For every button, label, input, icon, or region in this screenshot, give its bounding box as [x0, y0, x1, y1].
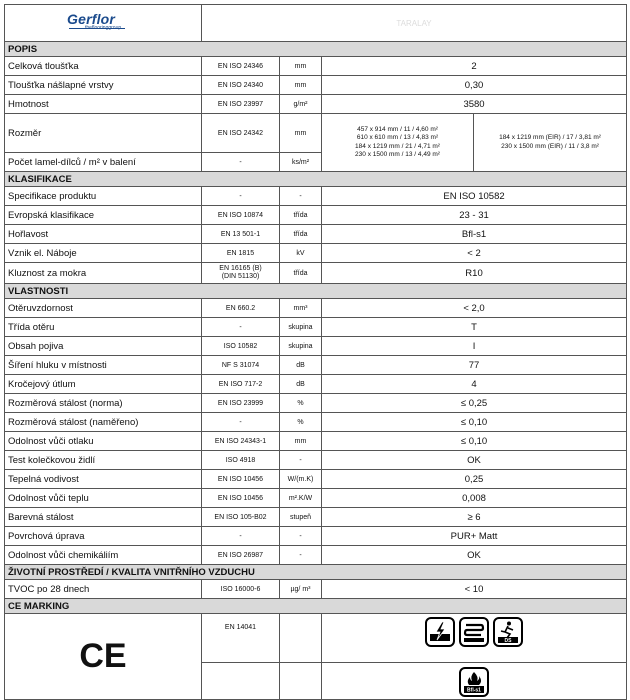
row-unit: dB	[280, 356, 322, 375]
row-value: < 10	[322, 580, 627, 599]
row-value: OK	[322, 451, 627, 470]
row-value: 2	[322, 57, 627, 76]
row-value: < 2,0	[322, 299, 627, 318]
row-unit: mm	[280, 432, 322, 451]
row-unit: stupeň	[280, 508, 322, 527]
table-row	[5, 508, 627, 527]
row-value: OK	[322, 546, 627, 565]
row-standard: EN ISO 10456	[202, 489, 280, 508]
table-row	[5, 244, 627, 263]
datasheet	[4, 4, 626, 700]
table-row	[5, 299, 627, 318]
table-row	[5, 225, 627, 244]
slip-resistance-ds-icon	[493, 617, 523, 647]
row-standard: ISO 4918	[202, 451, 280, 470]
vlastnosti-rows	[5, 299, 627, 565]
row-label: Barevná stálost	[5, 508, 202, 527]
row-standard: EN 16165 (B) (DIN 51130)	[202, 263, 280, 284]
ce-empty-1	[202, 663, 280, 700]
ce-standard: EN 14041	[202, 614, 280, 663]
table-row	[5, 95, 627, 114]
row-label: Kročejový útlum	[5, 375, 202, 394]
row-standard: EN 13 501-1	[202, 225, 280, 244]
row-label: Hořlavost	[5, 225, 202, 244]
row-standard: EN ISO 24343-1	[202, 432, 280, 451]
row-unit: třída	[280, 225, 322, 244]
row-standard: EN ISO 26987	[202, 546, 280, 565]
row-unit: µg/ m³	[280, 580, 322, 599]
klasifikace-rows	[5, 187, 627, 263]
thermal-conductivity-icon	[459, 617, 489, 647]
row-label: Rozměrová stálost (norma)	[5, 394, 202, 413]
row-value: 4	[322, 375, 627, 394]
row-unit: dB	[280, 375, 322, 394]
row-value: < 2	[322, 244, 627, 263]
tvoc-row	[5, 580, 627, 599]
row-value: T	[322, 318, 627, 337]
section-ce: CE MARKING	[5, 599, 627, 614]
row-value: 77	[322, 356, 627, 375]
row-label: Obsah pojiva	[5, 337, 202, 356]
row-unit: mm	[280, 57, 322, 76]
row-label: Rozměrová stálost (naměřeno)	[5, 413, 202, 432]
row-label: Test kolečkovou židlí	[5, 451, 202, 470]
row-unit: třída	[280, 206, 322, 225]
row-value: 0,008	[322, 489, 627, 508]
table-row	[5, 76, 627, 95]
dimensions-left: 457 x 914 mm / 11 / 4,60 m² 610 x 610 mm / 13 / 4,83 m² 184 x 1219 mm / 21 / 4,71 m² 230 x 1500 mm / 13 / 4,49 m²	[322, 114, 474, 172]
row-standard: EN 660.2	[202, 299, 280, 318]
row-unit: %	[280, 394, 322, 413]
row-standard: EN ISO 23999	[202, 394, 280, 413]
table-row	[5, 413, 627, 432]
row-unit: W/(m.K)	[280, 470, 322, 489]
row-label: Odolnost vůči otlaku	[5, 432, 202, 451]
section-klasifikace: KLASIFIKACE	[5, 172, 627, 187]
row-label: Počet lamel-dílců / m² v balení	[5, 153, 202, 172]
row-label: Vznik el. Náboje	[5, 244, 202, 263]
table-row	[5, 470, 627, 489]
row-unit: g/m²	[280, 95, 322, 114]
row-unit: kV	[280, 244, 322, 263]
row-label: Evropská klasifikace	[5, 206, 202, 225]
row-value: Bfl-s1	[322, 225, 627, 244]
row-value: PUR+ Matt	[322, 527, 627, 546]
row-label: Celková tloušťka	[5, 57, 202, 76]
row-label: Tloušťka nášlapné vrstvy	[5, 76, 202, 95]
row-unit: mm	[280, 114, 322, 153]
row-standard: -	[202, 527, 280, 546]
row-standard: EN ISO 23997	[202, 95, 280, 114]
row-label: Šíření hluku v místnosti	[5, 356, 202, 375]
row-unit: třída	[280, 263, 322, 284]
row-unit: -	[280, 187, 322, 206]
ce-unit-cell	[280, 614, 322, 663]
table-row	[5, 546, 627, 565]
table-row	[5, 394, 627, 413]
row-standard: ISO 16000-6	[202, 580, 280, 599]
slip-badge: DS	[504, 638, 512, 644]
section-popis: POPIS	[5, 42, 627, 57]
row-unit: -	[280, 527, 322, 546]
row-label: Specifikace produktu	[5, 187, 202, 206]
table-row	[5, 375, 627, 394]
row-value: ≥ 6	[322, 508, 627, 527]
row-standard: NF S 31074	[202, 356, 280, 375]
row-value: 23 - 31	[322, 206, 627, 225]
row-standard: -	[202, 187, 280, 206]
section-vlastnosti: VLASTNOSTI	[5, 284, 627, 299]
row-value: ≤ 0,10	[322, 413, 627, 432]
table-row	[5, 318, 627, 337]
row-value: R10	[322, 263, 627, 284]
row-value: EN ISO 10582	[322, 187, 627, 206]
table-row	[5, 527, 627, 546]
dimensions-right: 184 x 1219 mm (EIR) / 17 / 3,81 m² 230 x 1500 mm (EIR) / 11 / 3,8 m²	[474, 114, 627, 172]
row-label: Odolnost vůči teplu	[5, 489, 202, 508]
row-standard: -	[202, 153, 280, 172]
row-label: Povrchová úprava	[5, 527, 202, 546]
row-value: ≤ 0,25	[322, 394, 627, 413]
row-standard: EN ISO 105-B02	[202, 508, 280, 527]
row-value: 3580	[322, 95, 627, 114]
header-row	[5, 5, 627, 42]
ce-mark: CE	[5, 614, 202, 700]
product-name: TARALAY	[202, 5, 627, 42]
electrical-resistance-icon	[425, 617, 455, 647]
row-label: Třída otěru	[5, 318, 202, 337]
row-value: I	[322, 337, 627, 356]
ce-row	[5, 614, 627, 663]
row-standard: EN 1815	[202, 244, 280, 263]
brand-logo-cell	[5, 5, 202, 42]
ce-icons-cell	[322, 614, 627, 663]
row-label: Hmotnost	[5, 95, 202, 114]
row-value: 0,30	[322, 76, 627, 95]
row-standard: EN ISO 24340	[202, 76, 280, 95]
row-label: TVOC po 28 dnech	[5, 580, 202, 599]
table-row	[5, 489, 627, 508]
section-zivotni: ŽIVOTNÍ PROSTŘEDÍ / KVALITA VNITŘNÍHO VZDUCHU	[5, 565, 627, 580]
ce-fire-cell	[322, 663, 627, 700]
row-standard: -	[202, 413, 280, 432]
table-row	[5, 337, 627, 356]
brand-name: Gerflor	[67, 11, 116, 27]
row-unit: m².K/W	[280, 489, 322, 508]
row-label: Tepelná vodivost	[5, 470, 202, 489]
row-unit: -	[280, 451, 322, 470]
row-unit: skupina	[280, 337, 322, 356]
popis-rows	[5, 57, 627, 114]
row-label: Otěruvzdornost	[5, 299, 202, 318]
row-unit: skupina	[280, 318, 322, 337]
table-row	[5, 432, 627, 451]
row-unit: %	[280, 413, 322, 432]
row-value: ≤ 0,10	[322, 432, 627, 451]
fire-badge: Bfl-s1	[467, 687, 481, 694]
table-row	[5, 451, 627, 470]
row-unit: ks/m²	[280, 153, 322, 172]
ce-empty-2	[280, 663, 322, 700]
row-standard: EN ISO 10874	[202, 206, 280, 225]
table-row	[5, 187, 627, 206]
rozmer-row	[5, 114, 627, 153]
table-row	[5, 356, 627, 375]
row-standard: -	[202, 318, 280, 337]
row-label: Rozměr	[5, 114, 202, 153]
row-value: 0,25	[322, 470, 627, 489]
row-standard: EN ISO 24346	[202, 57, 280, 76]
spec-table	[4, 4, 627, 700]
brand-logo	[67, 11, 121, 31]
row-standard: ISO 10582	[202, 337, 280, 356]
row-standard: EN ISO 24342	[202, 114, 280, 153]
row-standard: EN ISO 10456	[202, 470, 280, 489]
row-standard: EN ISO 717-2	[202, 375, 280, 394]
fire-class-bfl-s1-icon	[459, 667, 489, 697]
table-row	[5, 57, 627, 76]
row-label: Kluznost za mokra	[5, 263, 202, 284]
row-label: Odolnost vůči chemikáliím	[5, 546, 202, 565]
table-row	[5, 206, 627, 225]
kluznost-row	[5, 263, 627, 284]
row-unit: -	[280, 546, 322, 565]
row-unit: mm	[280, 76, 322, 95]
row-unit: mm³	[280, 299, 322, 318]
